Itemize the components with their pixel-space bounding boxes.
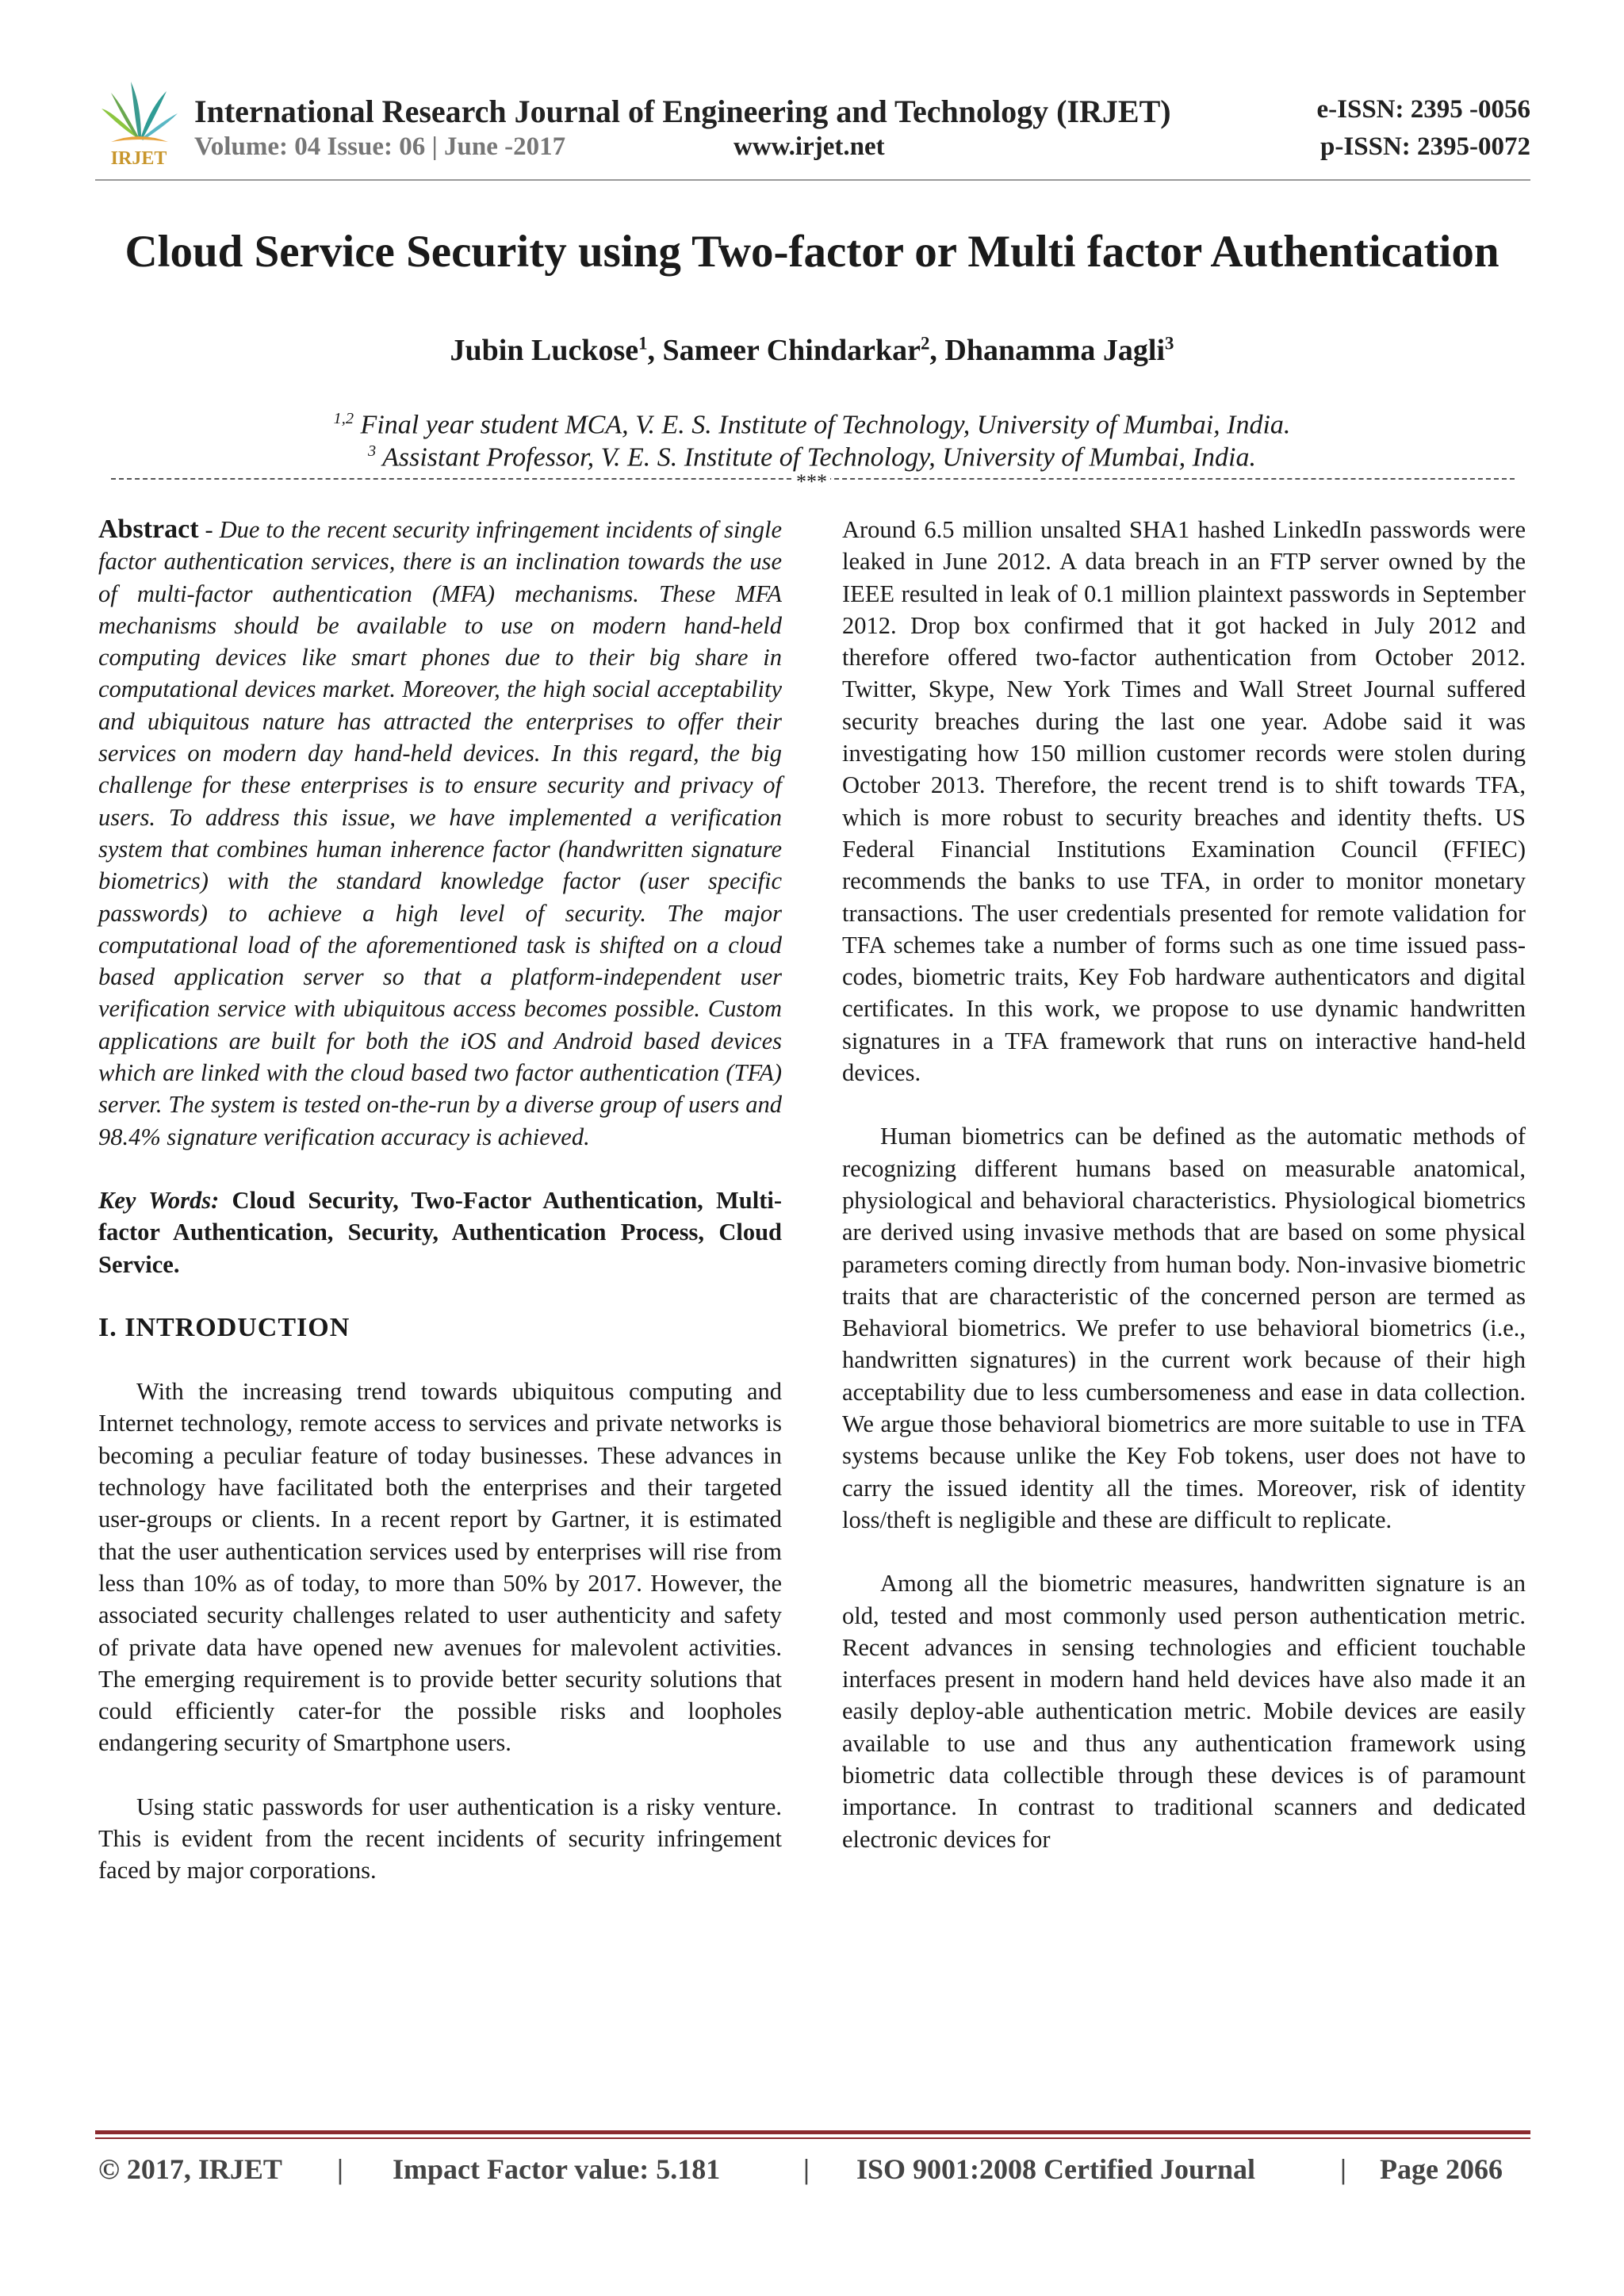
- separator-stars: ***: [793, 474, 830, 490]
- abstract-heading: Abstract: [98, 515, 199, 544]
- affiliation-1-text: Final year student MCA, V. E. S. Institute of Technology, University of Mumbai, India.: [360, 410, 1291, 440]
- keywords-text: Cloud Security, Two-Factor Authentication, Multi-factor Authentication, Security, Authentication Process, Cloud Service.: [98, 1186, 782, 1278]
- author-2-sup: 2: [921, 333, 930, 354]
- abstract-dash: -: [198, 516, 220, 543]
- footer-separator: |: [1340, 2153, 1346, 2185]
- p-issn: p-ISSN: 2395-0072: [1320, 132, 1530, 161]
- journal-header: [95, 75, 1530, 182]
- irjet-logo: [95, 75, 182, 170]
- footer-separator: |: [337, 2153, 343, 2185]
- affiliation-2-sup: 3: [368, 442, 377, 460]
- svg-text:IRJET: IRJET: [110, 148, 167, 169]
- footer-copyright: © 2017, IRJET: [98, 2153, 282, 2185]
- intro-paragraph-1: With the increasing trend towards ubiquitous computing and Internet technology, remote access to services and private networks is becoming a peculiar feature of today businesses. These advances in technology have facilitated both the enterprises and their targeted user-groups or clients. In a recent report by Gartner, it is estimated that the user authentication services used by enterprises will rise from less than 10% as of today, to more than 50% by 2017. However, the associated security challenges related to user authenticity and safety of private data have opened new avenues for malevolent activities. The emerging requirement is to provide better security solutions that could efficiently cater-for the possible risks and loopholes endangering security of Smartphone users.: [98, 1378, 782, 1757]
- affiliation-1-sup: 1,2: [333, 410, 354, 427]
- abstract: [98, 514, 782, 1153]
- author-3-sup: 3: [1165, 333, 1174, 354]
- irjet-logo-icon: [95, 75, 182, 170]
- footer-impact-factor: Impact Factor value: 5.181: [393, 2153, 721, 2185]
- keywords-label: Key Words: [98, 1186, 212, 1214]
- header-rule: [95, 179, 1530, 181]
- footer-rule-thick: [95, 2130, 1530, 2134]
- journal-website[interactable]: www.irjet.net: [733, 132, 885, 161]
- affiliation-2-text: Assistant Professor, V. E. S. Institute of Technology, University of Mumbai, India.: [382, 442, 1256, 473]
- affiliation-2: [0, 442, 1624, 473]
- footer-iso: ISO 9001:2008 Certified Journal: [856, 2153, 1255, 2185]
- e-issn: e-ISSN: 2395 -0056: [1316, 95, 1530, 124]
- paper-title: Cloud Service Security using Two-factor or Multi factor Authentication: [124, 227, 1500, 277]
- keywords: Key Words: Cloud Security, Two-Factor Authentication, Multi-factor Authentication, Security, Authentication Process, Cloud Service.: [98, 1186, 782, 1278]
- intro-paragraph-2: Using static passwords for user authentication is a risky venture. This is evident from the recent incidents of security infringement faced by major corporations.: [98, 1793, 782, 1885]
- author-1: Jubin Luckose: [450, 334, 639, 367]
- intro-paragraph-3: Human biometrics can be defined as the automatic methods of recognizing different humans based on measurable anatomical, physiological and behavioral characteristics. Physiological biometrics are derived using invasive methods that are based on some physical parameters coming directly from human body. Non-invasive biometric traits that are characteristic of the concerned person are termed as Behavioral biometrics. We prefer to use behavioral biometrics (i.e., handwritten signatures) in the current work because of their high acceptability due to less cumbersomeness and ease in data collection. We argue those behavioral biometrics are more suitable to use in TFA systems because unlike the Key Fob tokens, user does not have to carry the issued identity all the times. Moreover, risk of identity loss/theft is negligible and these are difficult to replicate.: [842, 1123, 1526, 1533]
- author-list: Jubin Luckose$^1$, Sameer Chindarkar$^2$, Dhanamma Jagli$^3$: [450, 333, 1174, 367]
- intro-paragraph-2-continued: Around 6.5 million unsalted SHA1 hashed LinkedIn passwords were leaked in June 2012. A data breach in an FTP server owned by the IEEE resulted in leak of 0.1 million plaintext passwords in September 2012. Drop box confirmed that it got hacked in July 2012 and therefore offered two-factor authentication from October 2012. Twitter, Skype, New York Times and Wall Street Journal suffered security breaches during the last one year. Adobe said it was investigating how 150 million customer records were stolen during October 2013. Therefore, the recent trend is to shift towards TFA, which is more robust to security breaches and identity thefts. US Federal Financial Institutions Examination Council (FFIEC) recommends the banks to use TFA, in order to monitor monetary transactions. The user credentials presented for remote validation for TFA schemes take a number of forms such as one time issued pass-codes, biometric traits, Key Fob hardware authenticators and digital certificates. In this work, we propose to use dynamic handwritten signatures in a TFA framework that runs on interactive hand-held devices.: [842, 516, 1526, 1087]
- intro-paragraph-4: Among all the biometric measures, handwritten signature is an old, tested and most commonly used person authentication metric. Recent advances in sensing technologies and efficient touchable interfaces present in modern hand held devices have also made it an easily deploy-able authentication metric. Mobile devices are easily available to use and thus any authentication framework using biometric data collectible through these devices is of paramount importance. In contrast to traditional scanners and dedicated electronic devices for: [842, 1570, 1526, 1853]
- section-heading-introduction: I. INTRODUCTION: [98, 1312, 350, 1342]
- footer-separator: |: [803, 2153, 810, 2185]
- abstract-text: Due to the recent security infringement incidents of single factor authentication services, there is an inclination towards the use of multi-factor authentication (MFA) mechanisms. These MFA mechanisms should be available to use on modern hand-held computing devices like smart phones due to their big share in computational devices market. Moreover, the high social acceptability and ubiquitous nature has attracted the enterprises to offer their services on modern day hand-held devices. In this regard, the big challenge for these enterprises is to ensure security and privacy of users. To address this issue, we have implemented a verification system that combines human inherence factor (handwritten signature biometrics) with the standard knowledge factor (user specific passwords) to achieve a high level of security. The major computational load of the aforementioned task is shifted on a cloud based application server so that a platform-independent user verification service with ubiquitous access becomes possible. Custom applications are built for both the iOS and Android based devices which are linked with the cloud based two factor authentication (TFA) server. The system is tested on-the-run by a diverse group of users and 98.4% signature verification accuracy is achieved.: [98, 516, 782, 1150]
- footer-page-number: Page 2066: [1380, 2153, 1503, 2185]
- volume-issue: Volume: 04 Issue: 06 | June -2017: [194, 132, 566, 161]
- footer-rule-thin: [95, 2137, 1530, 2139]
- right-column: [842, 514, 1526, 1855]
- author-3: Dhanamma Jagli: [944, 334, 1166, 367]
- journal-name: International Research Journal of Engineering and Technology (IRJET): [194, 94, 1171, 129]
- left-column: [98, 514, 782, 1887]
- author-1-sup: 1: [638, 333, 648, 354]
- affiliation-1: [0, 410, 1624, 440]
- author-2: Sameer Chindarkar: [662, 334, 921, 367]
